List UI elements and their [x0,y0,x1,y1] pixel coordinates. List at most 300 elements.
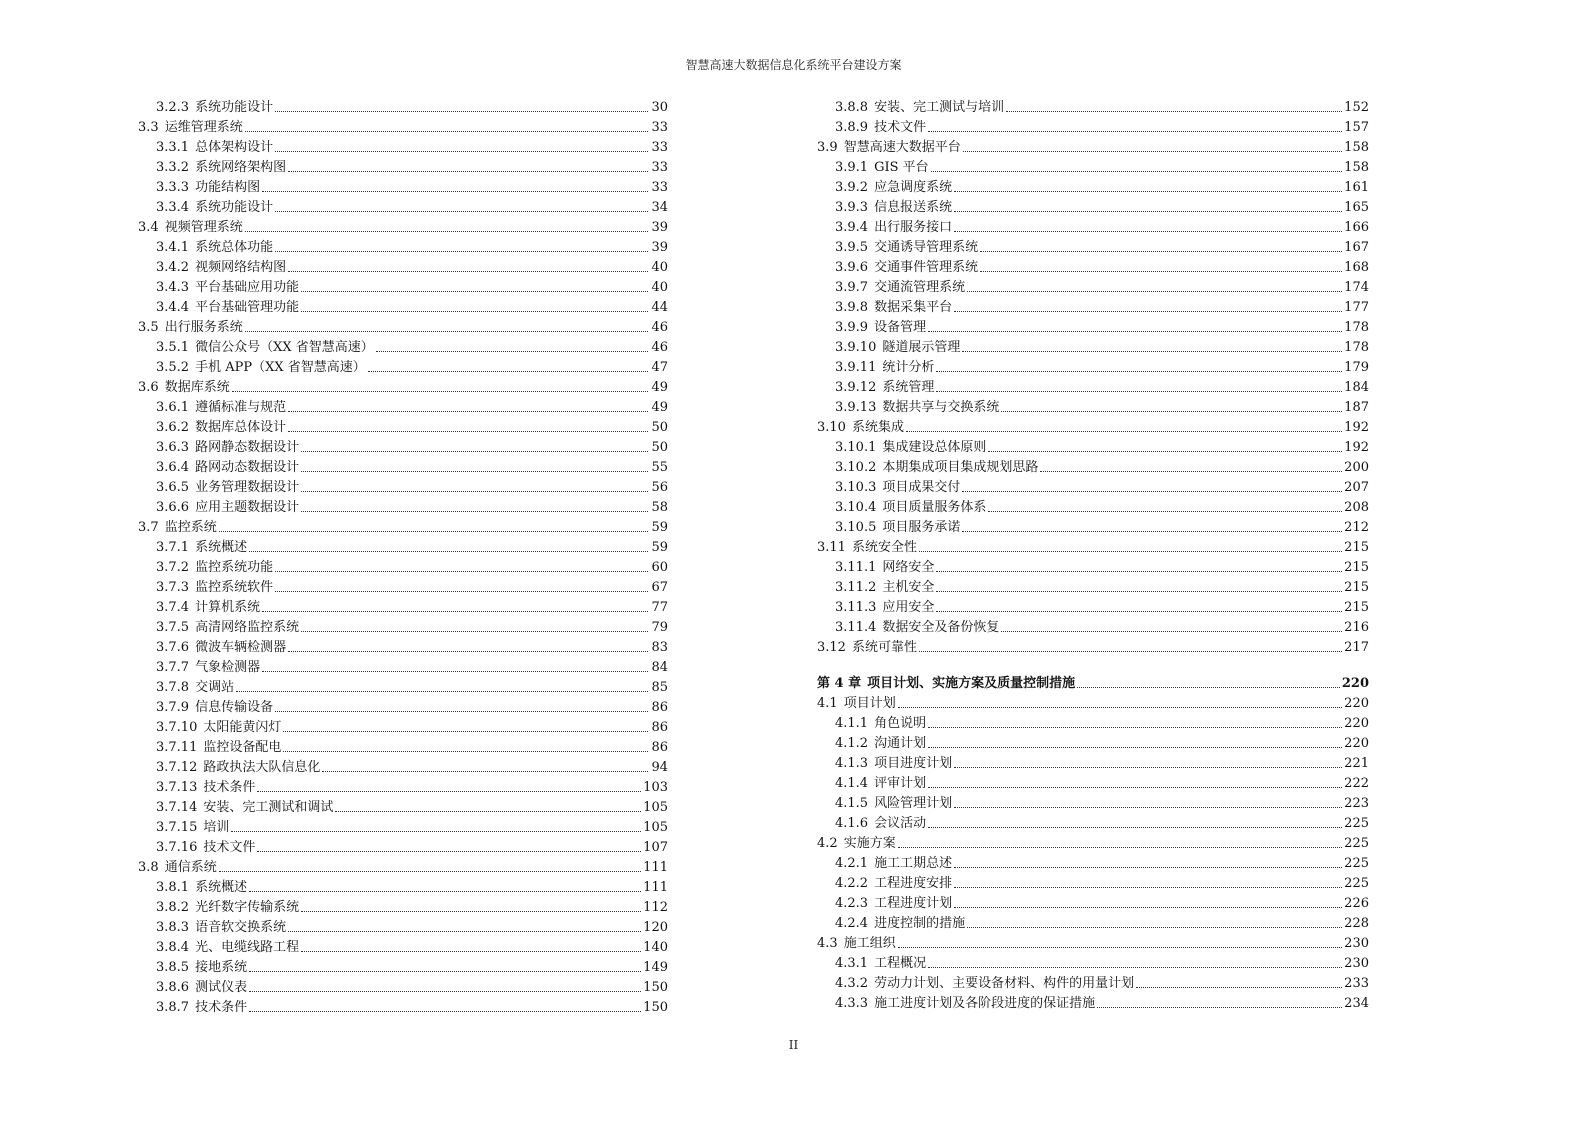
toc-entry-page: 50 [651,420,668,435]
toc-entry[interactable] [138,435,668,455]
toc-entry-number: 3.7.9 [156,700,190,715]
dot-leader [249,551,648,552]
toc-entry-title: 语音软交换系统 [195,920,287,935]
toc-entry-page: 77 [651,600,668,615]
toc-entry-page: 84 [651,660,668,675]
toc-entry-page: 107 [643,840,668,855]
toc-entry-number: 3.8.7 [156,1000,190,1015]
toc-entry-title: 平台基础管理功能 [195,300,300,315]
toc-entry[interactable] [138,915,668,935]
toc-entry[interactable] [138,495,668,515]
toc-entry-page: 150 [643,980,668,995]
dot-leader [1136,987,1342,988]
toc-entry-page: 192 [1344,440,1369,455]
toc-entry[interactable] [817,971,1369,991]
toc-entry-number: 3.9.9 [835,320,869,335]
toc-entry-number: 3.8.1 [156,880,190,895]
toc-entry-title: 技术文件 [874,120,927,135]
dot-leader [257,851,641,852]
dot-leader [954,867,1342,868]
dot-leader [936,391,1342,392]
toc-entry-title: 智慧高速大数据平台 [843,140,961,155]
toc-entry[interactable] [817,751,1369,771]
toc-entry[interactable] [138,655,668,675]
toc-entry-number: 3.8.2 [156,900,190,915]
toc-entry-page: 158 [1344,140,1369,155]
dot-leader [275,251,648,252]
toc-entry-number: 4.2.1 [835,856,869,871]
toc-entry-title: 系统可靠性 [851,640,917,655]
toc-entry[interactable] [138,975,668,995]
toc-entry[interactable] [138,235,668,255]
dot-leader [936,371,1342,372]
toc-entry-page: 187 [1344,400,1369,415]
toc-entry-number: 4.3.2 [835,976,869,991]
toc-entry[interactable] [138,755,668,775]
dot-leader [288,651,648,652]
toc-entry-number: 3.7.7 [156,660,190,675]
toc-entry-title: 风险管理计划 [874,796,953,811]
dot-leader [1077,687,1340,688]
page-number: II [788,1038,799,1052]
toc-entry-page: 234 [1344,996,1369,1011]
toc-entry-number: 3.9.8 [835,300,869,315]
toc-entry-page: 166 [1344,220,1369,235]
toc-entry-title: 数据采集平台 [874,300,953,315]
toc-entry[interactable] [817,95,1369,115]
toc-entry-page: 220 [1344,736,1369,751]
dot-leader [245,331,648,332]
toc-entry-title: 施工工期总述 [874,856,953,871]
toc-entry[interactable] [138,295,668,315]
toc-entry-title: 技术条件 [203,780,256,795]
toc-entry[interactable] [817,575,1369,595]
dot-leader [962,491,1342,492]
toc-entry-number: 3.4 [138,220,159,235]
toc-entry[interactable] [817,731,1369,751]
toc-entry[interactable] [817,275,1369,295]
toc-entry-page: 79 [651,620,668,635]
dot-leader [1001,411,1342,412]
toc-entry[interactable] [138,775,668,795]
toc-entry[interactable] [138,275,668,295]
dot-leader [954,231,1342,232]
toc-entry-page: 217 [1344,640,1369,655]
dot-leader [288,931,641,932]
toc-entry-page: 140 [643,940,668,955]
toc-entry[interactable] [138,935,668,955]
toc-entry[interactable] [817,175,1369,195]
dot-leader [931,171,1343,172]
toc-entry-title: 技术条件 [195,1000,248,1015]
toc-entry-title: 气象检测器 [195,660,261,675]
toc-entry-number: 3.6.6 [156,500,190,515]
toc-entry-title: 接地系统 [195,960,248,975]
toc-entry[interactable] [817,115,1369,135]
toc-entry-title: 出行服务系统 [164,320,243,335]
toc-entry-page: 86 [651,720,668,735]
toc-entry-number: 3.7.6 [156,640,190,655]
toc-entry[interactable] [138,675,668,695]
toc-entry-page: 225 [1344,876,1369,891]
toc-entry-number: 3.8.4 [156,940,190,955]
toc-entry-page: 60 [651,560,668,575]
toc-entry-page: 215 [1344,540,1369,555]
toc-entry-number: 3.8 [138,860,159,875]
toc-entry-page: 212 [1344,520,1369,535]
toc-entry[interactable] [817,195,1369,215]
toc-entry-page: 111 [643,880,668,895]
toc-entry[interactable] [817,155,1369,175]
toc-entry[interactable] [138,895,668,915]
toc-entry-page: 105 [643,800,668,815]
toc-entry-page: 233 [1344,976,1369,991]
toc-entry[interactable] [138,555,668,575]
toc-entry-title: 进度控制的措施 [874,916,966,931]
toc-entry[interactable] [817,791,1369,811]
toc-entry-title: 角色说明 [874,716,927,731]
toc-entry[interactable] [817,295,1369,315]
toc-entry[interactable] [817,435,1369,455]
toc-entry-number: 3.9.13 [835,400,877,415]
toc-entry-number: 3.11.3 [835,600,877,615]
toc-entry-page: 200 [1344,460,1369,475]
toc-entry-title: 沟通计划 [874,736,927,751]
toc-entry-title: 统计分析 [882,360,935,375]
toc-entry-title: 施工组织 [843,936,896,951]
toc-entry-page: 149 [643,960,668,975]
toc-entry-number: 3.7.11 [156,740,198,755]
toc-entry-page: 178 [1344,320,1369,335]
toc-entry-title: 光、电缆线路工程 [195,940,300,955]
dot-leader [249,991,641,992]
toc-entry-number: 4.1.1 [835,716,869,731]
toc-entry-title: 会议活动 [874,816,927,831]
toc-entry[interactable] [138,835,668,855]
toc-entry[interactable] [817,691,1369,711]
toc-entry-number: 3.7.14 [156,800,198,815]
dot-leader [275,211,648,212]
toc-entry-page: 40 [651,260,668,275]
toc-entry[interactable] [817,711,1369,731]
toc-entry-title: 数据安全及备份恢复 [882,620,1000,635]
dot-leader [980,251,1342,252]
toc-entry[interactable] [138,175,668,195]
toc-entry-page: 59 [651,520,668,535]
toc-right-column [817,95,1369,1011]
toc-entry-page: 223 [1344,796,1369,811]
toc-entry[interactable] [138,535,668,555]
toc-entry-title: 应用主题数据设计 [195,500,300,515]
toc-entry-number: 3.7 [138,520,159,535]
toc-entry-number: 3.3.2 [156,160,190,175]
toc-entry-title: 技术文件 [203,840,256,855]
toc-entry-page: 161 [1344,180,1369,195]
toc-entry-page: 167 [1344,240,1369,255]
dot-leader [988,451,1342,452]
toc-entry-number: 3.7.4 [156,600,190,615]
toc-entry-title: 数据库系统 [164,380,230,395]
toc-entry-number: 4.3.3 [835,996,869,1011]
toc-entry-page: 174 [1344,280,1369,295]
toc-entry-number: 3.6 [138,380,159,395]
toc-entry-number: 3.7.10 [156,720,198,735]
dot-leader [288,431,648,432]
toc-entry[interactable] [138,955,668,975]
dot-leader [962,531,1342,532]
toc-entry[interactable] [138,455,668,475]
toc-entry-title: 数据库总体设计 [195,420,287,435]
toc-entry-title: 应用安全 [882,600,935,615]
toc-entry[interactable] [817,931,1369,951]
toc-entry[interactable] [138,95,668,115]
toc-entry[interactable] [138,795,668,815]
toc-entry[interactable] [817,235,1369,255]
toc-entry[interactable] [138,595,668,615]
toc-entry[interactable] [138,875,668,895]
toc-entry[interactable] [817,475,1369,495]
toc-entry-number: 3.12 [817,640,846,655]
toc-entry[interactable] [138,415,668,435]
toc-entry-number: 3.6.4 [156,460,190,475]
toc-entry[interactable] [138,815,668,835]
toc-entry[interactable] [817,831,1369,851]
toc-entry[interactable] [817,355,1369,375]
toc-entry-number: 3.4.4 [156,300,190,315]
toc-entry-title: 信息报送系统 [874,200,953,215]
toc-entry-page: 46 [651,340,668,355]
toc-entry-number: 3.9.1 [835,160,869,175]
dot-leader [928,331,1342,332]
toc-entry-title: 项目计划 [843,696,896,711]
toc-entry-title: 交调站 [195,680,235,695]
toc-entry-page: 34 [651,200,668,215]
toc-entry-title: 手机 APP（XX 省智慧高速） [195,360,366,375]
dot-leader [283,751,648,752]
toc-entry-title: 系统总体功能 [195,240,274,255]
toc-entry-page: 225 [1344,816,1369,831]
toc-entry-number: 4.1.2 [835,736,869,751]
toc-entry[interactable] [817,455,1369,475]
dot-leader [368,371,648,372]
toc-entry-title: 评审计划 [874,776,927,791]
toc-entry-title: 隧道展示管理 [882,340,961,355]
toc-entry-number: 3.11.2 [835,580,877,595]
toc-entry-title: 路网静态数据设计 [195,440,300,455]
toc-entry-title: 交通流管理系统 [874,280,966,295]
toc-entry-title: 安装、完工测试与培训 [874,100,1005,115]
dot-leader [301,911,641,912]
toc-entry[interactable] [817,495,1369,515]
toc-entry[interactable] [817,255,1369,275]
toc-entry-number: 4.1.4 [835,776,869,791]
toc-entry-number: 3.9.4 [835,220,869,235]
toc-entry[interactable] [817,555,1369,575]
dot-leader [301,631,648,632]
toc-entry[interactable] [817,335,1369,355]
toc-entry-page: 39 [651,220,668,235]
dot-leader [906,431,1342,432]
toc-entry[interactable] [817,515,1369,535]
toc-entry-title: 系统网络架构图 [195,160,287,175]
toc-entry-page: 178 [1344,340,1369,355]
toc-entry[interactable] [817,315,1369,335]
dot-leader [898,847,1342,848]
dot-leader [919,551,1342,552]
toc-entry[interactable] [138,315,668,335]
toc-entry[interactable] [817,811,1369,831]
toc-entry-page: 220 [1341,676,1369,691]
toc-entry-number: 3.4.2 [156,260,190,275]
toc-entry-title: 实施方案 [843,836,896,851]
toc-entry-number: 3.3.1 [156,140,190,155]
toc-entry[interactable] [138,615,668,635]
toc-entry[interactable] [817,415,1369,435]
toc-entry-page: 179 [1344,360,1369,375]
toc-entry[interactable] [817,215,1369,235]
dot-leader [1097,1007,1342,1008]
toc-entry-number: 3.9.12 [835,380,877,395]
dot-leader [919,651,1342,652]
dot-leader [954,807,1342,808]
toc-entry-title: 项目成果交付 [882,480,961,495]
toc-entry-number: 3.3.4 [156,200,190,215]
toc-entry-title: 项目质量服务体系 [882,500,987,515]
toc-entry[interactable] [138,255,668,275]
toc-entry-page: 49 [651,380,668,395]
toc-entry-title: 监控系统软件 [195,580,274,595]
toc-entry-page: 44 [651,300,668,315]
dot-leader [262,611,648,612]
toc-entry[interactable] [138,355,668,375]
toc-entry-page: 30 [651,100,668,115]
toc-entry-page: 165 [1344,200,1369,215]
dot-leader [980,271,1342,272]
toc-entry-title: 系统功能设计 [195,100,274,115]
toc-entry-title: 主机安全 [882,580,935,595]
dot-leader [898,707,1342,708]
dot-leader [301,451,648,452]
toc-entry[interactable] [138,575,668,595]
toc-entry-number: 3.7.13 [156,780,198,795]
toc-entry[interactable] [138,715,668,735]
toc-entry-number: 4.1.6 [835,816,869,831]
dot-leader [928,747,1342,748]
dot-leader [301,511,648,512]
toc-entry[interactable] [817,375,1369,395]
toc-entry-title: 出行服务接口 [874,220,953,235]
toc-entry[interactable] [817,535,1369,555]
toc-entry-number: 3.5.2 [156,360,190,375]
toc-entry-number: 3.9.5 [835,240,869,255]
toc-entry-number: 3.11 [817,540,846,555]
dot-leader [936,611,1342,612]
toc-entry-page: 33 [651,140,668,155]
toc-entry[interactable] [817,891,1369,911]
toc-entry-number: 3.6.1 [156,400,190,415]
toc-entry-page: 120 [643,920,668,935]
toc-left-column [138,95,668,1015]
toc-entry-title: 系统安全性 [851,540,917,555]
toc-entry[interactable] [817,635,1369,655]
toc-entry[interactable] [817,991,1369,1011]
toc-entry-page: 85 [651,680,668,695]
toc-entry[interactable] [138,375,668,395]
toc-entry[interactable] [138,695,668,715]
dot-leader [231,831,641,832]
dot-leader [301,491,648,492]
toc-entry[interactable] [138,475,668,495]
dot-leader [963,151,1342,152]
toc-entry[interactable] [138,195,668,215]
toc-entry[interactable] [138,135,668,155]
toc-entry-page: 46 [651,320,668,335]
toc-entry-title: 微信公众号（XX 省智慧高速） [195,340,374,355]
toc-entry-title: 系统概述 [195,540,248,555]
toc-entry-title: 项目计划、实施方案及质量控制措施 [867,676,1076,691]
toc-entry[interactable] [817,871,1369,891]
toc-entry-number: 3.5.1 [156,340,190,355]
dot-leader [1001,631,1342,632]
toc-entry[interactable] [138,335,668,355]
toc-entry-title: 监控设备配电 [203,740,282,755]
toc-entry[interactable] [817,771,1369,791]
toc-entry-number: 3.5 [138,320,159,335]
dot-leader [236,691,648,692]
toc-entry-title: 安装、完工测试和调试 [203,800,334,815]
toc-entry[interactable] [817,951,1369,971]
toc-entry[interactable] [138,515,668,535]
toc-entry-title: 施工进度计划及各阶段进度的保证措施 [874,996,1096,1011]
toc-entry-title: 培训 [203,820,230,835]
toc-entry[interactable] [817,395,1369,415]
toc-entry[interactable] [817,135,1369,155]
toc-entry-title: 工程进度安排 [874,876,953,891]
toc-entry-title: 项目进度计划 [874,756,953,771]
toc-chapter-entry[interactable] [817,663,1369,691]
toc-entry-page: 226 [1344,896,1369,911]
toc-entry[interactable] [817,851,1369,871]
dot-leader [249,891,641,892]
toc-entry-title: 业务管理数据设计 [195,480,300,495]
toc-entry[interactable] [138,735,668,755]
toc-entry[interactable] [138,115,668,135]
toc-entry-page: 215 [1344,600,1369,615]
toc-entry[interactable] [817,595,1369,615]
dot-leader [275,571,648,572]
toc-entry[interactable] [138,995,668,1015]
dot-leader [954,311,1342,312]
toc-entry[interactable] [817,615,1369,635]
toc-entry-number: 3.7.1 [156,540,190,555]
dot-leader [262,191,648,192]
toc-entry[interactable] [138,395,668,415]
toc-entry[interactable] [138,215,668,235]
toc-entry[interactable] [817,911,1369,931]
toc-entry-page: 86 [651,740,668,755]
toc-entry-title: 设备管理 [874,320,927,335]
dot-leader [262,671,648,672]
toc-entry-number: 3.9 [817,140,838,155]
toc-entry[interactable] [138,155,668,175]
toc-entry-page: 220 [1344,696,1369,711]
toc-entry[interactable] [138,635,668,655]
toc-entry-title: 交通事件管理系统 [874,260,979,275]
toc-entry[interactable] [138,855,668,875]
toc-entry-number: 第 4 章 [817,676,862,691]
toc-entry-page: 157 [1344,120,1369,135]
toc-entry-page: 33 [651,180,668,195]
